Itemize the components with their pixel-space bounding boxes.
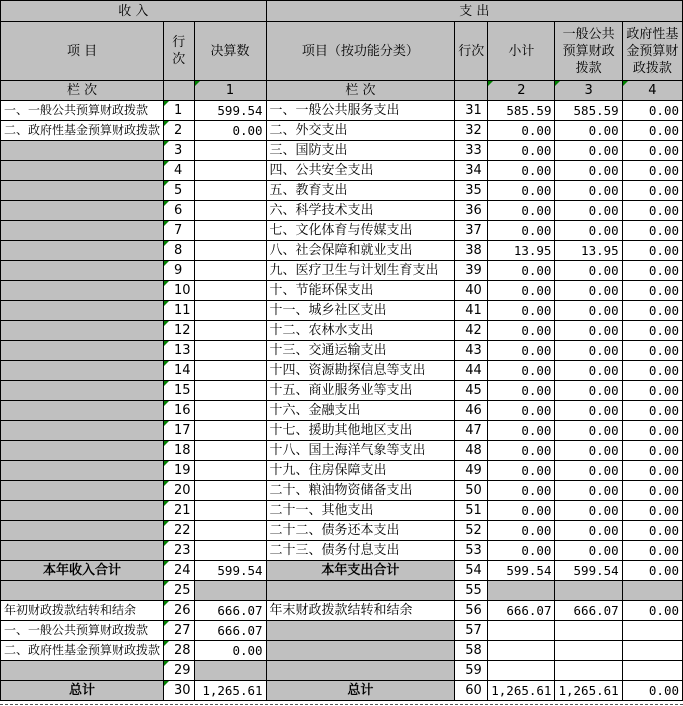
final-amount-header: 决算数 [194, 22, 266, 81]
grand-total-row [1, 681, 683, 701]
income-amount-cell[interactable]: 599.54 [194, 561, 266, 581]
income-amount-cell[interactable] [194, 141, 266, 161]
expense-line-no-cell[interactable]: 59 [455, 661, 488, 681]
expense-item-cell[interactable]: 十一、城乡社区支出 [266, 301, 455, 321]
general-budget-cell[interactable]: 0.00 [555, 141, 622, 161]
gov-fund-cell[interactable]: 0.00 [622, 541, 682, 561]
income-line-no-cell[interactable]: 11 [164, 301, 195, 321]
income-item-cell[interactable] [1, 541, 164, 561]
income-line-no-cell[interactable]: 13 [164, 341, 195, 361]
column-label-income: 栏 次 [1, 81, 164, 101]
income-line-no-cell[interactable]: 9 [164, 261, 195, 281]
carryover-row [1, 601, 683, 621]
expense-item-cell[interactable]: 二、外交支出 [266, 121, 455, 141]
expense-item-header: 项目（按功能分类） [266, 22, 455, 81]
gov-fund-cell[interactable]: 0.00 [622, 361, 682, 381]
column-number-4: 4 [622, 81, 682, 101]
general-budget-cell[interactable]: 0.00 [555, 121, 622, 141]
income-amount-cell[interactable] [194, 221, 266, 241]
income-item-cell[interactable] [1, 521, 164, 541]
table-row [1, 141, 683, 161]
general-budget-cell[interactable]: 0.00 [555, 481, 622, 501]
expense-line-no-cell[interactable]: 41 [455, 301, 488, 321]
subtotal-cell[interactable]: 0.00 [488, 141, 555, 161]
general-budget-cell[interactable]: 599.54 [555, 561, 622, 581]
carryover-income-label[interactable]: 年初财政拨款结转和结余 [1, 601, 164, 621]
income-item-cell[interactable]: 二、政府性基金预算财政拨款 [1, 121, 164, 141]
income-line-no-cell[interactable]: 5 [164, 181, 195, 201]
general-budget-cell[interactable]: 0.00 [555, 261, 622, 281]
general-budget-cell[interactable]: 0.00 [555, 521, 622, 541]
expense-item-cell[interactable]: 十五、商业服务业等支出 [266, 381, 455, 401]
expense-line-no-cell[interactable]: 35 [455, 181, 488, 201]
carryover-sub-row [1, 661, 683, 681]
income-line-no-cell[interactable]: 17 [164, 421, 195, 441]
expense-item-cell[interactable] [266, 661, 455, 681]
income-line-no-cell[interactable]: 30 [164, 681, 195, 701]
income-line-no-header: 行次 [164, 22, 195, 81]
gov-fund-cell[interactable]: 0.00 [622, 121, 682, 141]
general-budget-cell[interactable]: 0.00 [555, 421, 622, 441]
income-item-cell[interactable] [1, 341, 164, 361]
gov-fund-cell[interactable]: 0.00 [622, 261, 682, 281]
income-amount-cell[interactable] [194, 241, 266, 261]
gov-fund-cell[interactable]: 0.00 [622, 561, 682, 581]
income-line-no-cell[interactable]: 27 [164, 621, 195, 641]
table-row [1, 341, 683, 361]
income-line-no-cell[interactable]: 1 [164, 101, 195, 121]
expense-line-no-cell[interactable]: 42 [455, 321, 488, 341]
income-amount-cell[interactable]: 666.07 [194, 601, 266, 621]
general-budget-cell[interactable] [555, 621, 622, 641]
income-item-cell[interactable] [1, 201, 164, 221]
gov-fund-cell[interactable]: 0.00 [622, 481, 682, 501]
column-label-blank-2 [455, 81, 488, 101]
income-item-cell[interactable]: 一、一般公共预算财政拨款 [1, 101, 164, 121]
gov-fund-cell[interactable]: 0.00 [622, 281, 682, 301]
expense-item-cell[interactable]: 二十一、其他支出 [266, 501, 455, 521]
expense-line-no-cell[interactable]: 50 [455, 481, 488, 501]
expense-line-no-cell[interactable]: 53 [455, 541, 488, 561]
income-line-no-cell[interactable]: 21 [164, 501, 195, 521]
subtotal-cell[interactable]: 0.00 [488, 121, 555, 141]
table-row [1, 241, 683, 261]
expense-line-no-cell[interactable]: 56 [455, 601, 488, 621]
income-amount-cell[interactable] [194, 481, 266, 501]
income-item-cell[interactable] [1, 381, 164, 401]
gov-fund-cell[interactable]: 0.00 [622, 161, 682, 181]
income-amount-cell[interactable]: 666.07 [194, 621, 266, 641]
general-budget-cell[interactable]: 0.00 [555, 281, 622, 301]
income-amount-cell[interactable] [194, 261, 266, 281]
income-line-no-cell[interactable]: 22 [164, 521, 195, 541]
income-line-no-cell[interactable]: 12 [164, 321, 195, 341]
table-row [1, 421, 683, 441]
expense-line-no-cell[interactable]: 46 [455, 401, 488, 421]
income-item-cell[interactable] [1, 661, 164, 681]
general-budget-cell[interactable]: 0.00 [555, 301, 622, 321]
income-line-no-cell[interactable]: 19 [164, 461, 195, 481]
table-row [1, 201, 683, 221]
income-line-no-cell[interactable]: 14 [164, 361, 195, 381]
table-row [1, 221, 683, 241]
gov-fund-cell[interactable]: 0.00 [622, 461, 682, 481]
general-budget-cell[interactable]: 0.00 [555, 161, 622, 181]
subtotal-cell[interactable] [488, 641, 555, 661]
subtotal-cell[interactable]: 0.00 [488, 161, 555, 181]
income-item-cell[interactable] [1, 301, 164, 321]
table-row [1, 121, 683, 141]
subtotal-cell[interactable]: 0.00 [488, 381, 555, 401]
carryover-sub-row [1, 621, 683, 641]
income-line-no-cell[interactable]: 23 [164, 541, 195, 561]
table-row [1, 321, 683, 341]
general-budget-cell[interactable]: 0.00 [555, 441, 622, 461]
subtotal-cell[interactable]: 0.00 [488, 481, 555, 501]
gov-fund-cell[interactable]: 0.00 [622, 601, 682, 621]
table-row [1, 181, 683, 201]
subtotal-cell[interactable]: 0.00 [488, 341, 555, 361]
expense-line-no-cell[interactable]: 38 [455, 241, 488, 261]
table-row [1, 541, 683, 561]
income-amount-cell[interactable] [194, 321, 266, 341]
gov-fund-cell[interactable]: 0.00 [622, 221, 682, 241]
income-line-no-cell[interactable]: 2 [164, 121, 195, 141]
expense-line-no-cell[interactable]: 34 [455, 161, 488, 181]
general-budget-cell[interactable]: 0.00 [555, 181, 622, 201]
general-budget-cell[interactable] [555, 661, 622, 681]
general-budget-cell[interactable]: 0.00 [555, 381, 622, 401]
income-amount-cell[interactable] [194, 381, 266, 401]
expense-line-no-cell[interactable]: 39 [455, 261, 488, 281]
expense-item-cell[interactable]: 二十、粮油物资储备支出 [266, 481, 455, 501]
expense-item-cell[interactable]: 三、国防支出 [266, 141, 455, 161]
column-number-1: 1 [194, 81, 266, 101]
gov-fund-cell[interactable]: 0.00 [622, 101, 682, 121]
subtotal-cell[interactable]: 666.07 [488, 601, 555, 621]
gov-fund-cell[interactable] [622, 581, 682, 601]
expense-line-no-cell[interactable]: 48 [455, 441, 488, 461]
expense-item-cell[interactable] [266, 581, 455, 601]
expense-item-cell[interactable]: 六、科学技术支出 [266, 201, 455, 221]
gov-fund-cell[interactable]: 0.00 [622, 421, 682, 441]
income-header: 收 入 [1, 1, 267, 22]
expense-item-cell[interactable]: 十三、交通运输支出 [266, 341, 455, 361]
gov-fund-cell[interactable]: 0.00 [622, 441, 682, 461]
expense-item-cell[interactable]: 九、医疗卫生与计划生育支出 [266, 261, 455, 281]
gov-fund-cell[interactable]: 0.00 [622, 381, 682, 401]
subtotal-header: 小计 [488, 22, 555, 81]
expense-item-cell[interactable]: 十九、住房保障支出 [266, 461, 455, 481]
income-item-cell[interactable] [1, 581, 164, 601]
income-amount-cell[interactable] [194, 521, 266, 541]
general-budget-cell[interactable]: 0.00 [555, 201, 622, 221]
gov-fund-cell[interactable]: 0.00 [622, 341, 682, 361]
expense-line-no-header: 行次 [455, 22, 488, 81]
expense-line-no-cell[interactable]: 49 [455, 461, 488, 481]
income-item-cell[interactable] [1, 261, 164, 281]
general-budget-cell[interactable]: 666.07 [555, 601, 622, 621]
expense-line-no-cell[interactable]: 32 [455, 121, 488, 141]
general-budget-cell[interactable]: 0.00 [555, 321, 622, 341]
income-line-no-cell[interactable]: 24 [164, 561, 195, 581]
table-row [1, 161, 683, 181]
income-line-no-cell[interactable]: 3 [164, 141, 195, 161]
gov-fund-cell[interactable]: 0.00 [622, 501, 682, 521]
expense-item-cell[interactable]: 十四、资源勘探信息等支出 [266, 361, 455, 381]
table-row [1, 301, 683, 321]
general-budget-cell[interactable]: 13.95 [555, 241, 622, 261]
income-item-cell[interactable] [1, 501, 164, 521]
income-amount-cell[interactable] [194, 461, 266, 481]
expense-item-cell[interactable]: 十七、援助其他地区支出 [266, 421, 455, 441]
expense-line-no-cell[interactable]: 52 [455, 521, 488, 541]
general-budget-cell[interactable]: 0.00 [555, 501, 622, 521]
income-item-cell[interactable] [1, 241, 164, 261]
income-item-cell[interactable] [1, 421, 164, 441]
income-amount-cell[interactable] [194, 301, 266, 321]
subtotal-cell[interactable]: 0.00 [488, 521, 555, 541]
general-budget-cell[interactable]: 1,265.61 [555, 681, 622, 701]
gov-fund-cell[interactable] [622, 661, 682, 681]
expense-item-cell[interactable]: 十六、金融支出 [266, 401, 455, 421]
year-total-row [1, 561, 683, 581]
subtotal-cell[interactable]: 0.00 [488, 361, 555, 381]
table-row [1, 361, 683, 381]
subtotal-cell[interactable]: 1,265.61 [488, 681, 555, 701]
income-amount-cell[interactable] [194, 581, 266, 601]
table-row [1, 501, 683, 521]
income-item-cell[interactable] [1, 221, 164, 241]
expense-item-cell[interactable] [266, 621, 455, 641]
income-line-no-cell[interactable]: 20 [164, 481, 195, 501]
table-row [1, 441, 683, 461]
general-budget-cell[interactable] [555, 641, 622, 661]
column-number-3: 3 [555, 81, 622, 101]
income-amount-cell[interactable] [194, 541, 266, 561]
subtotal-cell[interactable]: 0.00 [488, 421, 555, 441]
gov-fund-cell[interactable]: 0.00 [622, 141, 682, 161]
income-amount-cell[interactable] [194, 341, 266, 361]
general-budget-cell[interactable] [555, 581, 622, 601]
income-line-no-cell[interactable]: 15 [164, 381, 195, 401]
subtotal-cell[interactable]: 0.00 [488, 501, 555, 521]
blank-row [1, 581, 683, 601]
expense-item-cell[interactable]: 一、一般公共服务支出 [266, 101, 455, 121]
expense-line-no-cell[interactable]: 47 [455, 421, 488, 441]
gov-fund-cell[interactable]: 0.00 [622, 521, 682, 541]
income-amount-cell[interactable]: 0.00 [194, 641, 266, 661]
income-item-cell[interactable] [1, 441, 164, 461]
income-item-cell[interactable]: 一、一般公共预算财政拨款 [1, 621, 164, 641]
gov-fund-cell[interactable] [622, 641, 682, 661]
income-amount-cell[interactable] [194, 661, 266, 681]
gov-fund-cell[interactable]: 0.00 [622, 301, 682, 321]
subtotal-cell[interactable]: 585.59 [488, 101, 555, 121]
income-line-no-cell[interactable]: 8 [164, 241, 195, 261]
income-amount-cell[interactable] [194, 281, 266, 301]
table-row [1, 381, 683, 401]
income-item-cell[interactable] [1, 361, 164, 381]
general-budget-cell[interactable]: 0.00 [555, 221, 622, 241]
gov-fund-cell[interactable]: 0.00 [622, 681, 682, 701]
expense-item-cell[interactable]: 十二、农林水支出 [266, 321, 455, 341]
income-amount-cell[interactable] [194, 501, 266, 521]
expense-header: 支 出 [266, 1, 682, 22]
expense-line-no-cell[interactable]: 44 [455, 361, 488, 381]
income-amount-cell[interactable]: 1,265.61 [194, 681, 266, 701]
income-item-cell[interactable] [1, 141, 164, 161]
income-amount-cell[interactable] [194, 161, 266, 181]
expense-line-no-cell[interactable]: 54 [455, 561, 488, 581]
table-row [1, 481, 683, 501]
income-amount-cell[interactable] [194, 361, 266, 381]
gov-fund-cell[interactable]: 0.00 [622, 401, 682, 421]
income-line-no-cell[interactable]: 29 [164, 661, 195, 681]
subtotal-cell[interactable]: 0.00 [488, 281, 555, 301]
subtotal-cell[interactable]: 0.00 [488, 461, 555, 481]
income-line-no-cell[interactable]: 4 [164, 161, 195, 181]
gov-fund-header: 政府性基金预算财政拨款 [622, 22, 682, 81]
gov-fund-cell[interactable]: 0.00 [622, 241, 682, 261]
year-expense-total-label[interactable]: 本年支出合计 [266, 561, 455, 581]
column-number-2: 2 [488, 81, 555, 101]
table-row [1, 401, 683, 421]
table-row [1, 101, 683, 121]
expense-line-no-cell[interactable]: 31 [455, 101, 488, 121]
income-item-cell[interactable] [1, 181, 164, 201]
carryover-sub-row [1, 641, 683, 661]
income-line-no-cell[interactable]: 16 [164, 401, 195, 421]
income-amount-cell[interactable] [194, 421, 266, 441]
expense-item-cell[interactable]: 十八、国土海洋气象等支出 [266, 441, 455, 461]
subtotal-cell[interactable]: 0.00 [488, 441, 555, 461]
general-budget-header: 一般公共预算财政拨款 [555, 22, 622, 81]
income-amount-cell[interactable] [194, 181, 266, 201]
income-amount-cell[interactable] [194, 441, 266, 461]
income-line-no-cell[interactable]: 7 [164, 221, 195, 241]
subtotal-cell[interactable]: 0.00 [488, 321, 555, 341]
expense-line-no-cell[interactable]: 33 [455, 141, 488, 161]
expense-line-no-cell[interactable]: 57 [455, 621, 488, 641]
subtotal-cell[interactable]: 0.00 [488, 401, 555, 421]
income-item-cell[interactable] [1, 481, 164, 501]
general-budget-cell[interactable]: 0.00 [555, 341, 622, 361]
table-row [1, 461, 683, 481]
income-line-no-cell[interactable]: 10 [164, 281, 195, 301]
table-row [1, 281, 683, 301]
subtotal-cell[interactable] [488, 621, 555, 641]
year-income-total-label[interactable]: 本年收入合计 [1, 561, 164, 581]
column-label-expense: 栏 次 [266, 81, 455, 101]
subtotal-cell[interactable] [488, 581, 555, 601]
carryover-expense-label[interactable]: 年末财政拨款结转和结余 [266, 601, 455, 621]
expense-item-cell[interactable]: 四、公共安全支出 [266, 161, 455, 181]
income-line-no-cell[interactable]: 26 [164, 601, 195, 621]
table-row [1, 261, 683, 281]
subtotal-cell[interactable]: 599.54 [488, 561, 555, 581]
expense-line-no-cell[interactable]: 60 [455, 681, 488, 701]
expense-line-no-cell[interactable]: 58 [455, 641, 488, 661]
expense-line-no-cell[interactable]: 40 [455, 281, 488, 301]
expense-item-cell[interactable]: 二十二、债务还本支出 [266, 521, 455, 541]
income-amount-cell[interactable]: 599.54 [194, 101, 266, 121]
general-budget-cell[interactable]: 0.00 [555, 361, 622, 381]
expense-item-cell[interactable] [266, 641, 455, 661]
expense-line-no-cell[interactable]: 45 [455, 381, 488, 401]
income-line-no-cell[interactable]: 25 [164, 581, 195, 601]
subtotal-cell[interactable]: 0.00 [488, 261, 555, 281]
gov-fund-cell[interactable]: 0.00 [622, 321, 682, 341]
subtotal-cell[interactable]: 0.00 [488, 221, 555, 241]
expense-line-no-cell[interactable]: 36 [455, 201, 488, 221]
income-item-cell[interactable] [1, 161, 164, 181]
general-budget-cell[interactable]: 0.00 [555, 401, 622, 421]
expense-item-cell[interactable]: 二十三、债务付息支出 [266, 541, 455, 561]
expense-line-no-cell[interactable]: 43 [455, 341, 488, 361]
expense-item-cell[interactable]: 十、节能环保支出 [266, 281, 455, 301]
subtotal-cell[interactable]: 0.00 [488, 301, 555, 321]
income-amount-cell[interactable] [194, 401, 266, 421]
expense-item-cell[interactable]: 七、文化体育与传媒支出 [266, 221, 455, 241]
expense-line-no-cell[interactable]: 51 [455, 501, 488, 521]
income-item-cell[interactable] [1, 401, 164, 421]
expense-line-no-cell[interactable]: 37 [455, 221, 488, 241]
subtotal-cell[interactable]: 0.00 [488, 181, 555, 201]
subtotal-cell[interactable] [488, 661, 555, 681]
income-amount-cell[interactable]: 0.00 [194, 121, 266, 141]
income-line-no-cell[interactable]: 28 [164, 641, 195, 661]
table-row [1, 521, 683, 541]
income-amount-cell[interactable] [194, 201, 266, 221]
gov-fund-cell[interactable]: 0.00 [622, 201, 682, 221]
subtotal-cell[interactable]: 0.00 [488, 201, 555, 221]
general-budget-cell[interactable]: 0.00 [555, 541, 622, 561]
income-item-cell[interactable]: 二、政府性基金预算财政拨款 [1, 641, 164, 661]
gov-fund-cell[interactable]: 0.00 [622, 181, 682, 201]
income-item-cell[interactable] [1, 321, 164, 341]
income-item-header: 项 目 [1, 22, 164, 81]
expense-item-cell[interactable]: 五、教育支出 [266, 181, 455, 201]
grand-total-expense-label[interactable]: 总计 [266, 681, 455, 701]
general-budget-cell[interactable]: 585.59 [555, 101, 622, 121]
column-label-blank [164, 81, 195, 101]
subtotal-cell[interactable]: 0.00 [488, 541, 555, 561]
income-item-cell[interactable] [1, 461, 164, 481]
expense-line-no-cell[interactable]: 55 [455, 581, 488, 601]
income-item-cell[interactable] [1, 281, 164, 301]
subtotal-cell[interactable]: 13.95 [488, 241, 555, 261]
general-budget-cell[interactable]: 0.00 [555, 461, 622, 481]
grand-total-income-label[interactable]: 总计 [1, 681, 164, 701]
expense-item-cell[interactable]: 八、社会保障和就业支出 [266, 241, 455, 261]
income-line-no-cell[interactable]: 6 [164, 201, 195, 221]
income-line-no-cell[interactable]: 18 [164, 441, 195, 461]
gov-fund-cell[interactable] [622, 621, 682, 641]
